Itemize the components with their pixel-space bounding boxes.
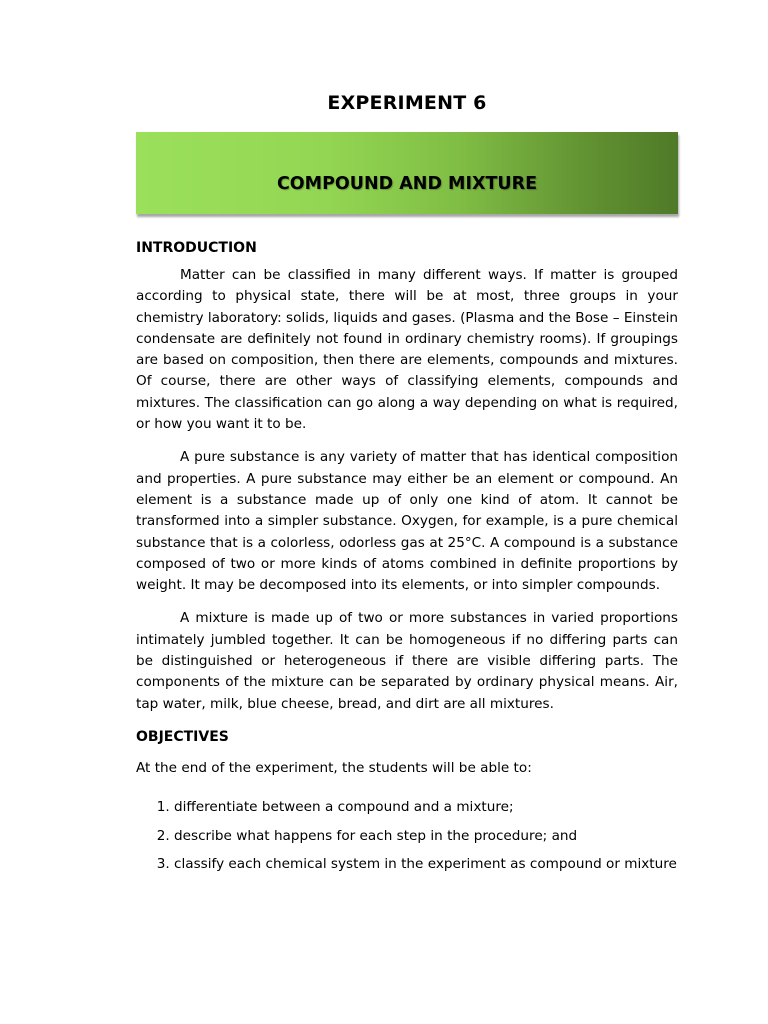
objective-item-2: 2. describe what happens for each step in the procedure; and [174,826,678,847]
document-body [136,238,678,882]
objectives-intro: At the end of the experiment, the students will be able to: [136,759,532,776]
experiment-title: EXPERIMENT 6 [327,92,487,114]
banner-title: COMPOUND AND MIXTURE [276,174,538,194]
introduction-paragraph-2: A pure substance is any variety of matter that has identical composition and properties. A pure substance may either be an element or compound. An element is a substance made up of only one kind of atom. It cannot be transformed into a simpler substance. Oxygen, for example, is a pure chemical substance that is a colorless, odorless gas at 25°C. A compound is a substance composed of two or more kinds of atoms combined in definite proportions by weight. It may be decomposed into its elements, or into simpler compounds. [136,449,678,594]
objectives-list [136,797,678,875]
introduction-paragraph-3: A mixture is made up of two or more substances in varied proportions intimately jumbled together. It can be homogeneous if no differing parts can be distinguished or heterogeneous if there are visible differing parts. The components of the mixture can be separated by ordinary physical means. Air, tap water, milk, blue cheese, bread, and dirt are all mixtures. [136,610,678,712]
introduction-heading: INTRODUCTION [136,240,257,256]
objective-item-3: 3. classify each chemical system in the experiment as compound or mixture [174,854,678,875]
objectives-heading: OBJECTIVES [136,728,229,745]
title-banner [136,132,678,214]
objective-item-1: 1. differentiate between a compound and a mixture; [174,797,678,818]
introduction-paragraph-1: Matter can be classified in many different ways. If matter is grouped according to physical state, there will be at most, three groups in your chemistry laboratory: solids, liquids and gases. (Plasma and the Bose – Einstein condensate are definitely not found in ordinary chemistry rooms). If groupings are based on composition, then there are elements, compounds and mixtures. Of course, there are other ways of classifying elements, compounds and mixtures. The classification can go along a way depending on what is required, or how you want it to be. [136,267,678,433]
